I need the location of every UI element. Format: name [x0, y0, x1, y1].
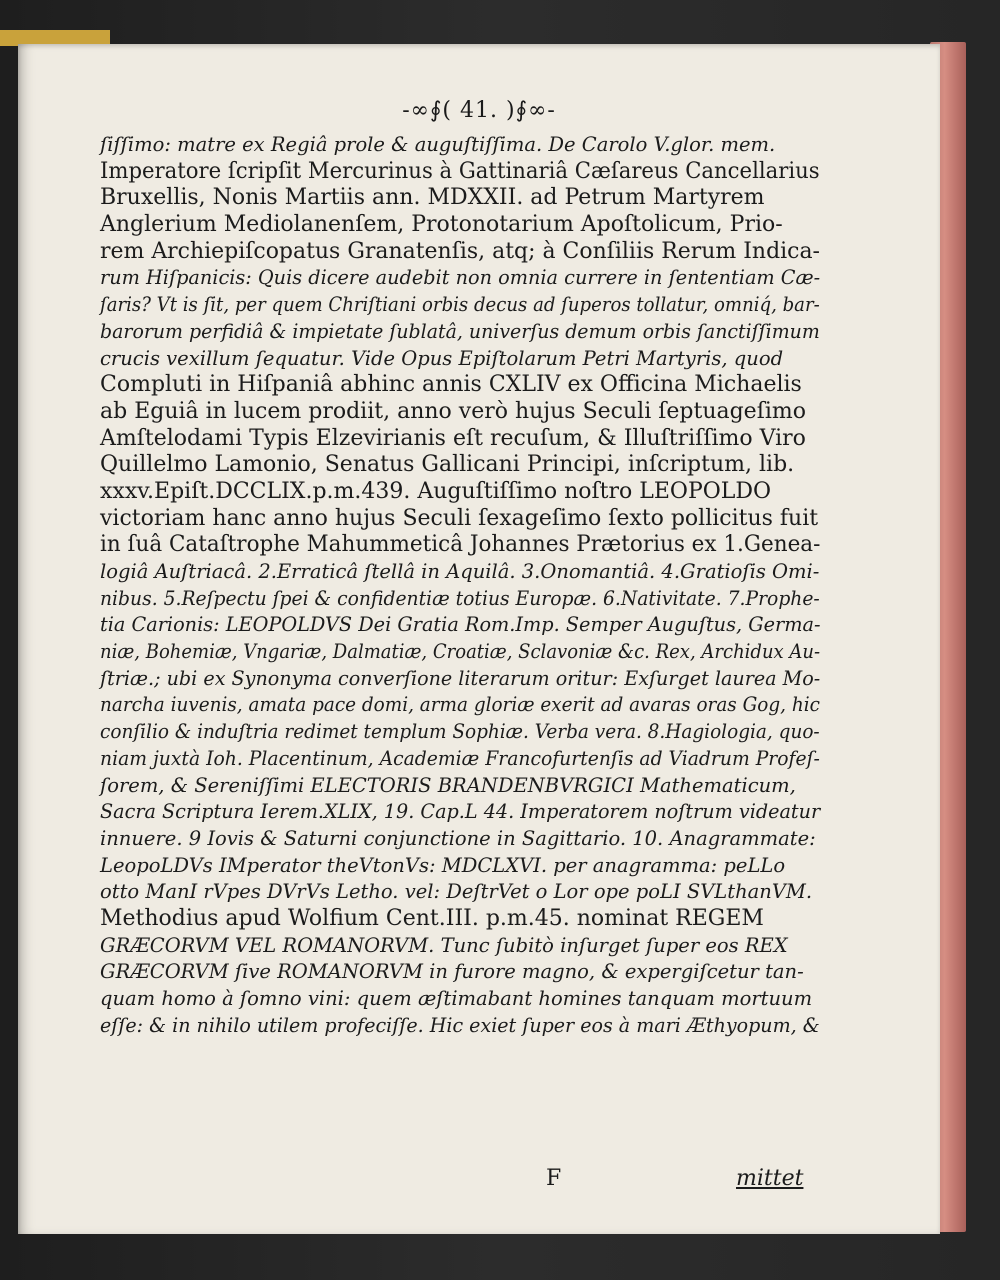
book-page [18, 44, 940, 1234]
text-line: Compluti in Hiſpaniâ abhinc annis CXLIV ex Officina Michaelis [100, 372, 802, 398]
text-line: rum Hiſpanicis: Quis dicere audebit non omnia currere in ſententiam Cæ- [100, 266, 821, 290]
text-line: logiâ Auſtriacâ. 2.Erraticâ ſtellâ in Aquilâ. 3.Onomantiâ. 4.Gratioſis Omi- [100, 560, 820, 583]
text-line: innuere. 9 Iovis & Saturni conjunctione in Sagittario. 10. Anagrammate: [100, 826, 816, 850]
text-line: Sacra Scriptura Ierem.XLIX, 19. Cap.L 44. Imperatorem noſtrum videatur [100, 800, 821, 824]
signature-mark: F [546, 1166, 562, 1191]
text-line: ſtriæ.; ubi ex Synonyma converſione literarum oritur: Exſurget laurea Mo- [100, 666, 821, 690]
text-line: otto ManI rVpes DVrVs Letho. vel: DeſtrVet o Lor ope poLI SVLthanVM. [100, 880, 813, 904]
text-line: tia Carionis: LEOPOLDVS Dei Gratia Rom.Imp. Semper Auguſtus, Germa- [100, 613, 821, 637]
text-line: Bruxellis, Nonis Martiis ann. MDXXII. ad Petrum Martyrem [100, 185, 765, 211]
catchword: mittet [736, 1166, 804, 1191]
text-line: Anglerium Mediolanenſem, Protonotarium Apoſtolicum, Prio- [100, 212, 783, 238]
text-line: xxxv.Epiſt.DCCLIX.p.m.439. Auguſtiſſimo noſtro LEOPOLDO [100, 478, 772, 504]
text-line: Quillelmo Lamonio, Senatus Gallicani Principi, inſcriptum, lib. [100, 452, 795, 478]
text-line: niam juxtà Ioh. Placentinum, Academiæ Francofurtenſis ad Viadrum Profeſ- [100, 746, 820, 770]
text-line: ſorem, & Sereniſſimi ELECTORIS BRANDENBVRGICI Mathematicum, [100, 773, 796, 797]
text-line: quam homo à ſomno vini: quem æſtimabant homines tanquam mortuum [100, 987, 813, 1010]
text-line: ſaris? Vt is ſit, per quem Chriſtiani orbis decus ad ſuperos tollatur, omniq́, bar- [100, 293, 820, 317]
text-line: Methodius apud Wolfium Cent.III. p.m.45. nominat REGEM [100, 905, 764, 931]
text-line: GRÆCORVM ſive ROMANORVM in furore magno, & expergiſcetur tan- [100, 960, 804, 984]
text-line: victoriam hanc anno hujus Seculi ſexageſimo ſexto pollicitus fuit [100, 505, 819, 531]
text-line: rem Archiepiſcopatus Granatenſis, atq; à Conſiliis Rerum Indica- [100, 238, 820, 264]
text-line: Imperatore ſcripſit Mercurinus à Gattinariâ Cæſareus Cancellarius [100, 158, 820, 184]
text-line: GRÆCORVM VEL ROMANORVM. Tunc ſubitò inſurget ſuper eos REX [100, 933, 788, 957]
text-line: crucis vexillum ſequatur. Vide Opus Epiſtolarum Petri Martyris, quod [100, 346, 784, 370]
text-line: niæ, Bohemiæ, Vngariæ, Dalmatiæ, Croatiæ, Sclavoniæ &c. Rex, Archidux Au- [100, 640, 821, 664]
text-line: ab Eguiâ in lucem prodiit, anno verò hujus Seculi ſeptuageſimo [100, 398, 806, 424]
text-line: narcha iuvenis, amata pace domi, arma gloriæ exerit ad avaras oras Gog, hic [100, 693, 820, 717]
text-line: conſilio & induſtria redimet templum Sophiæ. Verba vera. 8.Hagiologia, quo- [100, 720, 820, 744]
text-line: barorum perfidiâ & impietate ſublatâ, univerſus demum orbis ſanctiſſimum [100, 319, 820, 343]
text-line: nibus. 5.Reſpectu ſpei & confidentiæ totius Europæ. 6.Nativitate. 7.Prophe- [100, 586, 820, 610]
text-line: LeopoLDVs IMperator theVtonVs: MDCLXVI. per anagramma: peLLo [100, 853, 786, 877]
page-number-header: -∞∮( 41. )∮∞- [402, 98, 556, 123]
text-line: eſſe: & in nihilo utilem profeciſſe. Hic exiet ſuper eos à mari Æthyopum, & [100, 1013, 820, 1037]
body-text [100, 132, 820, 1039]
text-line: ſiſſimo: matre ex Regiâ prole & auguſtiſſima. De Carolo V.glor. mem. [100, 133, 776, 156]
text-line: Amſtelodami Typis Elzevirianis eſt recuſum, & Illuſtriſſimo Viro [100, 425, 806, 451]
text-line: in ſuâ Cataſtrophe Mahummeticâ Johannes Prætorius ex 1.Genea- [100, 532, 821, 558]
